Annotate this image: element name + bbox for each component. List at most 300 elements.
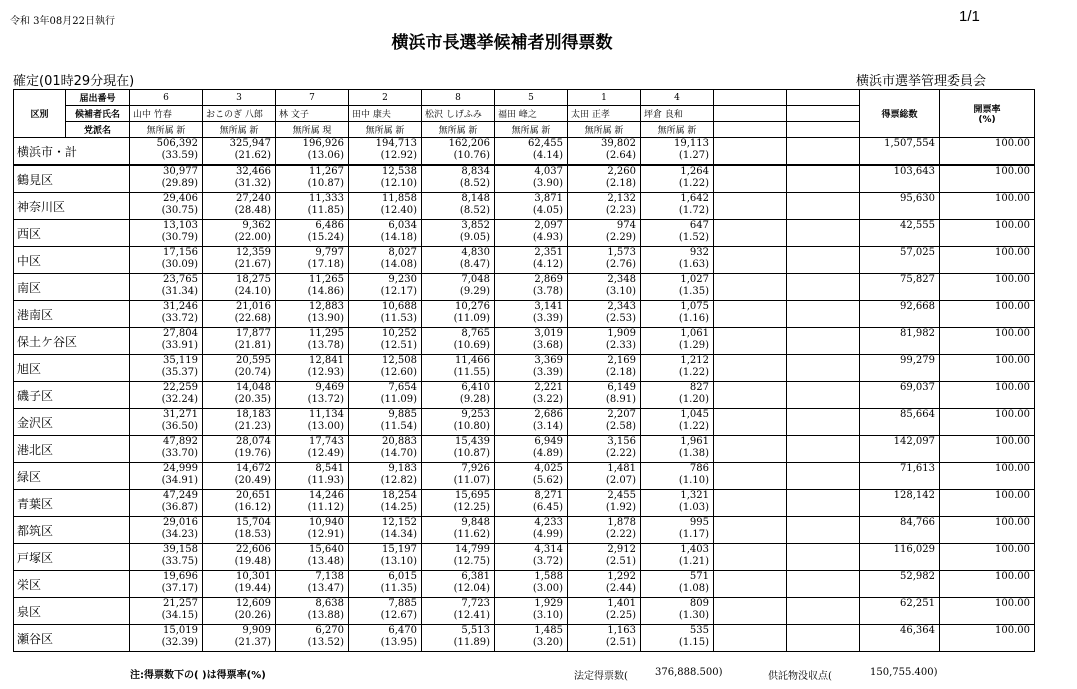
vote-count: 2,207	[607, 409, 636, 420]
vote-cell	[568, 138, 641, 166]
vote-count: 1,321	[680, 490, 709, 501]
vote-percentage: (13.78)	[307, 340, 344, 351]
vote-percentage: (33.70)	[161, 448, 198, 459]
vote-percentage: (3.68)	[532, 340, 563, 351]
empty-vote-cell	[714, 598, 787, 625]
vote-percentage: (30.75)	[161, 205, 198, 216]
vote-cell	[422, 274, 495, 301]
vote-cell	[276, 220, 349, 247]
vote-cell	[349, 571, 422, 598]
vote-percentage: (4.93)	[532, 232, 563, 243]
vote-count: 29,016	[163, 517, 198, 528]
vote-count: 9,848	[461, 517, 490, 528]
vote-percentage: (21.23)	[234, 421, 271, 432]
vote-count: 27,240	[236, 193, 271, 204]
vote-count: 8,271	[534, 490, 563, 501]
vote-percentage: (33.72)	[161, 313, 198, 324]
vote-count: 10,688	[382, 301, 417, 312]
empty-vote-cell	[714, 544, 787, 571]
total-votes-value: 69,037	[900, 382, 935, 393]
district-name: 瀬谷区	[14, 625, 130, 652]
vote-percentage: (2.18)	[605, 367, 636, 378]
vote-count: 47,249	[163, 490, 198, 501]
empty-vote-cell	[714, 274, 787, 301]
vote-cell	[568, 247, 641, 274]
district-header: 区別	[14, 90, 66, 138]
vote-percentage: (13.06)	[307, 150, 344, 161]
vote-cell	[349, 463, 422, 490]
vote-count: 17,743	[309, 436, 344, 447]
vote-percentage: (19.44)	[234, 583, 271, 594]
total-votes	[860, 247, 940, 274]
vote-cell	[568, 193, 641, 220]
total-votes-value: 1,507,554	[884, 138, 935, 149]
vote-count: 3,141	[534, 301, 563, 312]
vote-percentage: (1.22)	[678, 367, 709, 378]
vote-count: 8,541	[315, 463, 344, 474]
candidate-party: 無所属 新	[641, 122, 714, 138]
vote-count: 7,048	[461, 274, 490, 285]
total-votes-value: 71,613	[900, 463, 935, 474]
vote-percentage: (2.58)	[605, 421, 636, 432]
vote-count: 21,257	[163, 598, 198, 609]
organization-name: 横浜市選挙管理委員会	[856, 74, 987, 89]
total-votes	[860, 571, 940, 598]
vote-count: 9,469	[315, 382, 344, 393]
vote-count: 7,654	[388, 382, 417, 393]
vote-percentage: (2.51)	[605, 637, 636, 648]
vote-percentage: (1.03)	[678, 502, 709, 513]
vote-percentage: (2.22)	[605, 529, 636, 540]
empty-vote-cell	[714, 571, 787, 598]
vote-percentage: (36.87)	[161, 502, 198, 513]
row-label-party: 党派名	[66, 122, 130, 138]
count-rate-value: 100.00	[995, 382, 1030, 393]
vote-percentage: (3.39)	[532, 313, 563, 324]
vote-count: 1,485	[534, 625, 563, 636]
vote-cell	[422, 409, 495, 436]
empty-vote-cell	[714, 301, 787, 328]
district-row	[14, 598, 1077, 625]
empty-vote-cell	[714, 165, 787, 193]
vote-cell	[568, 463, 641, 490]
vote-cell	[495, 328, 568, 355]
vote-count: 2,686	[534, 409, 563, 420]
district-row	[14, 463, 1077, 490]
candidate-party: 無所属 新	[422, 122, 495, 138]
empty-vote-cell	[714, 625, 787, 652]
vote-cell	[130, 409, 203, 436]
vote-cell	[641, 138, 714, 166]
vote-cell	[495, 517, 568, 544]
vote-count: 827	[689, 382, 709, 393]
vote-count: 29,406	[163, 193, 198, 204]
total-votes-value: 95,630	[900, 193, 935, 204]
count-rate	[940, 436, 1035, 463]
percentage-note: 注:得票数下の( )は得票率(%)	[130, 670, 266, 681]
vote-count: 1,401	[607, 598, 636, 609]
vote-cell	[130, 625, 203, 652]
vote-percentage: (13.88)	[307, 610, 344, 621]
empty-vote-cell	[787, 247, 860, 274]
vote-cell	[203, 274, 276, 301]
vote-cell	[495, 165, 568, 193]
vote-cell	[495, 193, 568, 220]
vote-cell	[568, 328, 641, 355]
vote-percentage: (2.44)	[605, 583, 636, 594]
count-rate	[940, 301, 1035, 328]
vote-count: 1,403	[680, 544, 709, 555]
vote-cell	[495, 409, 568, 436]
vote-percentage: (4.12)	[532, 259, 563, 270]
vote-percentage: (4.14)	[532, 150, 563, 161]
vote-percentage: (12.25)	[453, 502, 490, 513]
row-label-name: 候補者氏名	[66, 106, 130, 122]
total-votes-value: 42,555	[900, 220, 935, 231]
vote-percentage: (12.41)	[453, 610, 490, 621]
vote-cell	[422, 193, 495, 220]
vote-count: 3,019	[534, 328, 563, 339]
empty-vote-cell	[714, 463, 787, 490]
candidate-number: 6	[130, 90, 203, 106]
district-name: 横浜市・計	[14, 138, 130, 166]
candidate-party: 無所属 新	[495, 122, 568, 138]
vote-count: 12,609	[236, 598, 271, 609]
candidate-name: 松沢 しげふみ	[422, 106, 495, 122]
count-rate-value: 100.00	[995, 193, 1030, 204]
vote-percentage: (1.52)	[678, 232, 709, 243]
vote-percentage: (36.50)	[161, 421, 198, 432]
count-rate	[940, 571, 1035, 598]
vote-cell	[641, 247, 714, 274]
vote-count: 2,912	[607, 544, 636, 555]
vote-percentage: (3.10)	[605, 286, 636, 297]
vote-count: 17,156	[163, 247, 198, 258]
total-votes-value: 75,827	[900, 274, 935, 285]
vote-cell	[641, 274, 714, 301]
district-name: 磯子区	[14, 382, 130, 409]
count-rate-value: 100.00	[995, 436, 1030, 447]
count-rate	[940, 220, 1035, 247]
vote-percentage: (2.51)	[605, 556, 636, 567]
count-rate-value: 100.00	[995, 517, 1030, 528]
district-name: 西区	[14, 220, 130, 247]
total-votes-value: 46,364	[900, 625, 935, 636]
count-rate-value: 100.00	[995, 490, 1030, 501]
total-votes-value: 85,664	[900, 409, 935, 420]
vote-cell	[349, 598, 422, 625]
vote-percentage: (12.60)	[380, 367, 417, 378]
vote-count: 6,015	[388, 571, 417, 582]
vote-cell	[276, 247, 349, 274]
page-number: 1/1	[959, 8, 980, 25]
empty-candidate-slot	[714, 106, 787, 122]
vote-cell	[568, 598, 641, 625]
district-row	[14, 409, 1077, 436]
vote-count: 1,163	[607, 625, 636, 636]
vote-percentage: (13.47)	[307, 583, 344, 594]
vote-cell	[203, 138, 276, 166]
vote-count: 7,926	[461, 463, 490, 474]
total-votes	[860, 544, 940, 571]
vote-count: 535	[689, 625, 709, 636]
vote-count: 1,929	[534, 598, 563, 609]
vote-percentage: (1.30)	[678, 610, 709, 621]
vote-cell	[568, 625, 641, 652]
total-votes	[860, 274, 940, 301]
vote-percentage: (20.49)	[234, 475, 271, 486]
vote-count: 1,961	[680, 436, 709, 447]
count-rate-value: 100.00	[995, 138, 1030, 149]
vote-count: 28,074	[236, 436, 271, 447]
total-votes-value: 142,097	[893, 436, 935, 447]
vote-count: 1,642	[680, 193, 709, 204]
vote-cell	[495, 382, 568, 409]
vote-percentage: (24.10)	[234, 286, 271, 297]
district-row	[14, 544, 1077, 571]
vote-cell	[276, 544, 349, 571]
vote-count: 4,037	[534, 166, 563, 177]
district-row	[14, 274, 1077, 301]
total-votes-value: 116,029	[893, 544, 935, 555]
vote-cell	[349, 409, 422, 436]
total-votes	[860, 328, 940, 355]
vote-percentage: (19.76)	[234, 448, 271, 459]
count-status: 確定(01時29分現在)	[13, 74, 135, 89]
empty-vote-cell	[714, 517, 787, 544]
vote-count: 2,221	[534, 382, 563, 393]
vote-count: 1,075	[680, 301, 709, 312]
vote-count: 2,351	[534, 247, 563, 258]
vote-count: 17,877	[236, 328, 271, 339]
vote-percentage: (1.22)	[678, 178, 709, 189]
vote-percentage: (8.91)	[605, 394, 636, 405]
vote-count: 21,016	[236, 301, 271, 312]
district-row	[14, 436, 1077, 463]
vote-percentage: (1.72)	[678, 205, 709, 216]
vote-count: 11,466	[455, 355, 490, 366]
vote-percentage: (2.22)	[605, 448, 636, 459]
district-name: 旭区	[14, 355, 130, 382]
vote-cell	[422, 355, 495, 382]
vote-count: 22,259	[163, 382, 198, 393]
vote-cell	[276, 490, 349, 517]
vote-cell	[203, 517, 276, 544]
vote-count: 786	[689, 463, 709, 474]
vote-count: 13,103	[163, 220, 198, 231]
count-rate-value: 100.00	[995, 598, 1030, 609]
vote-percentage: (10.80)	[453, 421, 490, 432]
vote-count: 6,949	[534, 436, 563, 447]
vote-cell	[349, 193, 422, 220]
vote-cell	[276, 274, 349, 301]
vote-percentage: (31.34)	[161, 286, 198, 297]
vote-percentage: (1.38)	[678, 448, 709, 459]
vote-percentage: (3.10)	[532, 610, 563, 621]
vote-percentage: (2.53)	[605, 313, 636, 324]
vote-cell	[641, 544, 714, 571]
total-votes	[860, 220, 940, 247]
vote-percentage: (13.52)	[307, 637, 344, 648]
vote-percentage: (11.35)	[380, 583, 417, 594]
vote-count: 8,027	[388, 247, 417, 258]
vote-cell	[349, 220, 422, 247]
vote-count: 15,439	[455, 436, 490, 447]
vote-count: 2,348	[607, 274, 636, 285]
candidate-name: 山中 竹春	[130, 106, 203, 122]
vote-count: 506,392	[156, 138, 198, 149]
legal-vote-value: 376,888.500)	[655, 667, 723, 678]
vote-cell	[203, 625, 276, 652]
district-name: 泉区	[14, 598, 130, 625]
vote-percentage: (22.00)	[234, 232, 271, 243]
vote-percentage: (15.24)	[307, 232, 344, 243]
vote-percentage: (14.86)	[307, 286, 344, 297]
vote-cell	[641, 165, 714, 193]
vote-cell	[276, 301, 349, 328]
vote-cell	[130, 301, 203, 328]
vote-cell	[422, 436, 495, 463]
candidate-number: 3	[203, 90, 276, 106]
count-rate	[940, 274, 1035, 301]
vote-percentage: (18.53)	[234, 529, 271, 540]
vote-count: 10,301	[236, 571, 271, 582]
district-row	[14, 247, 1077, 274]
vote-count: 62,455	[528, 138, 563, 149]
vote-cell	[641, 436, 714, 463]
vote-percentage: (12.75)	[453, 556, 490, 567]
vote-cell	[641, 220, 714, 247]
count-rate-value: 100.00	[995, 625, 1030, 636]
vote-percentage: (17.18)	[307, 259, 344, 270]
vote-percentage: (14.08)	[380, 259, 417, 270]
vote-cell	[349, 436, 422, 463]
vote-cell	[349, 490, 422, 517]
vote-percentage: (11.93)	[307, 475, 344, 486]
vote-percentage: (12.17)	[380, 286, 417, 297]
vote-count: 15,695	[455, 490, 490, 501]
vote-count: 10,252	[382, 328, 417, 339]
vote-cell	[130, 138, 203, 166]
vote-cell	[495, 625, 568, 652]
vote-percentage: (11.12)	[307, 502, 344, 513]
vote-percentage: (10.87)	[453, 448, 490, 459]
empty-vote-cell	[714, 490, 787, 517]
vote-cell	[349, 301, 422, 328]
count-rate-value: 100.00	[995, 247, 1030, 258]
vote-percentage: (1.20)	[678, 394, 709, 405]
vote-cell	[276, 138, 349, 166]
district-name: 港北区	[14, 436, 130, 463]
vote-count: 11,267	[309, 166, 344, 177]
empty-vote-cell	[787, 138, 860, 166]
vote-percentage: (11.85)	[307, 205, 344, 216]
district-name: 保土ケ谷区	[14, 328, 130, 355]
district-row	[14, 328, 1077, 355]
empty-vote-cell	[787, 409, 860, 436]
vote-count: 1,481	[607, 463, 636, 474]
vote-count: 6,470	[388, 625, 417, 636]
vote-percentage: (32.39)	[161, 637, 198, 648]
vote-percentage: (20.74)	[234, 367, 271, 378]
total-votes-value: 99,279	[900, 355, 935, 366]
vote-count: 14,799	[455, 544, 490, 555]
vote-percentage: (11.62)	[453, 529, 490, 540]
vote-cell	[422, 382, 495, 409]
vote-cell	[568, 301, 641, 328]
district-name: 青葉区	[14, 490, 130, 517]
count-rate	[940, 517, 1035, 544]
vote-count: 11,333	[309, 193, 344, 204]
empty-vote-cell	[787, 598, 860, 625]
vote-count: 8,638	[315, 598, 344, 609]
vote-cell	[203, 220, 276, 247]
vote-count: 12,883	[309, 301, 344, 312]
vote-percentage: (12.82)	[380, 475, 417, 486]
vote-cell	[495, 220, 568, 247]
vote-cell	[130, 165, 203, 193]
vote-count: 325,947	[229, 138, 271, 149]
vote-cell	[130, 544, 203, 571]
vote-percentage: (22.68)	[234, 313, 271, 324]
vote-percentage: (13.72)	[307, 394, 344, 405]
vote-cell	[422, 571, 495, 598]
vote-percentage: (2.33)	[605, 340, 636, 351]
empty-vote-cell	[714, 247, 787, 274]
vote-count: 32,466	[236, 166, 271, 177]
vote-count: 30,977	[163, 166, 198, 177]
vote-count: 19,113	[674, 138, 709, 149]
vote-percentage: (1.21)	[678, 556, 709, 567]
count-rate-value: 100.00	[995, 220, 1030, 231]
vote-percentage: (12.92)	[380, 150, 417, 161]
candidate-number: 5	[495, 90, 568, 106]
vote-percentage: (14.18)	[380, 232, 417, 243]
total-votes-value: 62,251	[900, 598, 935, 609]
vote-percentage: (13.00)	[307, 421, 344, 432]
vote-cell	[276, 165, 349, 193]
vote-count: 2,455	[607, 490, 636, 501]
vote-count: 15,197	[382, 544, 417, 555]
row-label-number: 届出番号	[66, 90, 130, 106]
vote-percentage: (1.63)	[678, 259, 709, 270]
vote-count: 18,254	[382, 490, 417, 501]
vote-count: 3,156	[607, 436, 636, 447]
vote-percentage: (14.70)	[380, 448, 417, 459]
vote-count: 2,132	[607, 193, 636, 204]
total-votes-value: 128,142	[893, 490, 935, 501]
vote-percentage: (28.48)	[234, 205, 271, 216]
vote-count: 9,253	[461, 409, 490, 420]
vote-count: 14,048	[236, 382, 271, 393]
count-rate-value: 100.00	[995, 328, 1030, 339]
vote-count: 809	[689, 598, 709, 609]
candidate-number: 7	[276, 90, 349, 106]
vote-count: 9,183	[388, 463, 417, 474]
vote-count: 35,119	[163, 355, 198, 366]
vote-cell	[276, 571, 349, 598]
vote-cell	[130, 355, 203, 382]
vote-cell	[422, 165, 495, 193]
vote-percentage: (12.67)	[380, 610, 417, 621]
vote-percentage: (8.47)	[459, 259, 490, 270]
vote-cell	[495, 436, 568, 463]
count-rate	[940, 463, 1035, 490]
vote-cell	[349, 382, 422, 409]
count-rate	[940, 382, 1035, 409]
vote-count: 5,513	[461, 625, 490, 636]
empty-candidate-slot	[714, 90, 787, 106]
